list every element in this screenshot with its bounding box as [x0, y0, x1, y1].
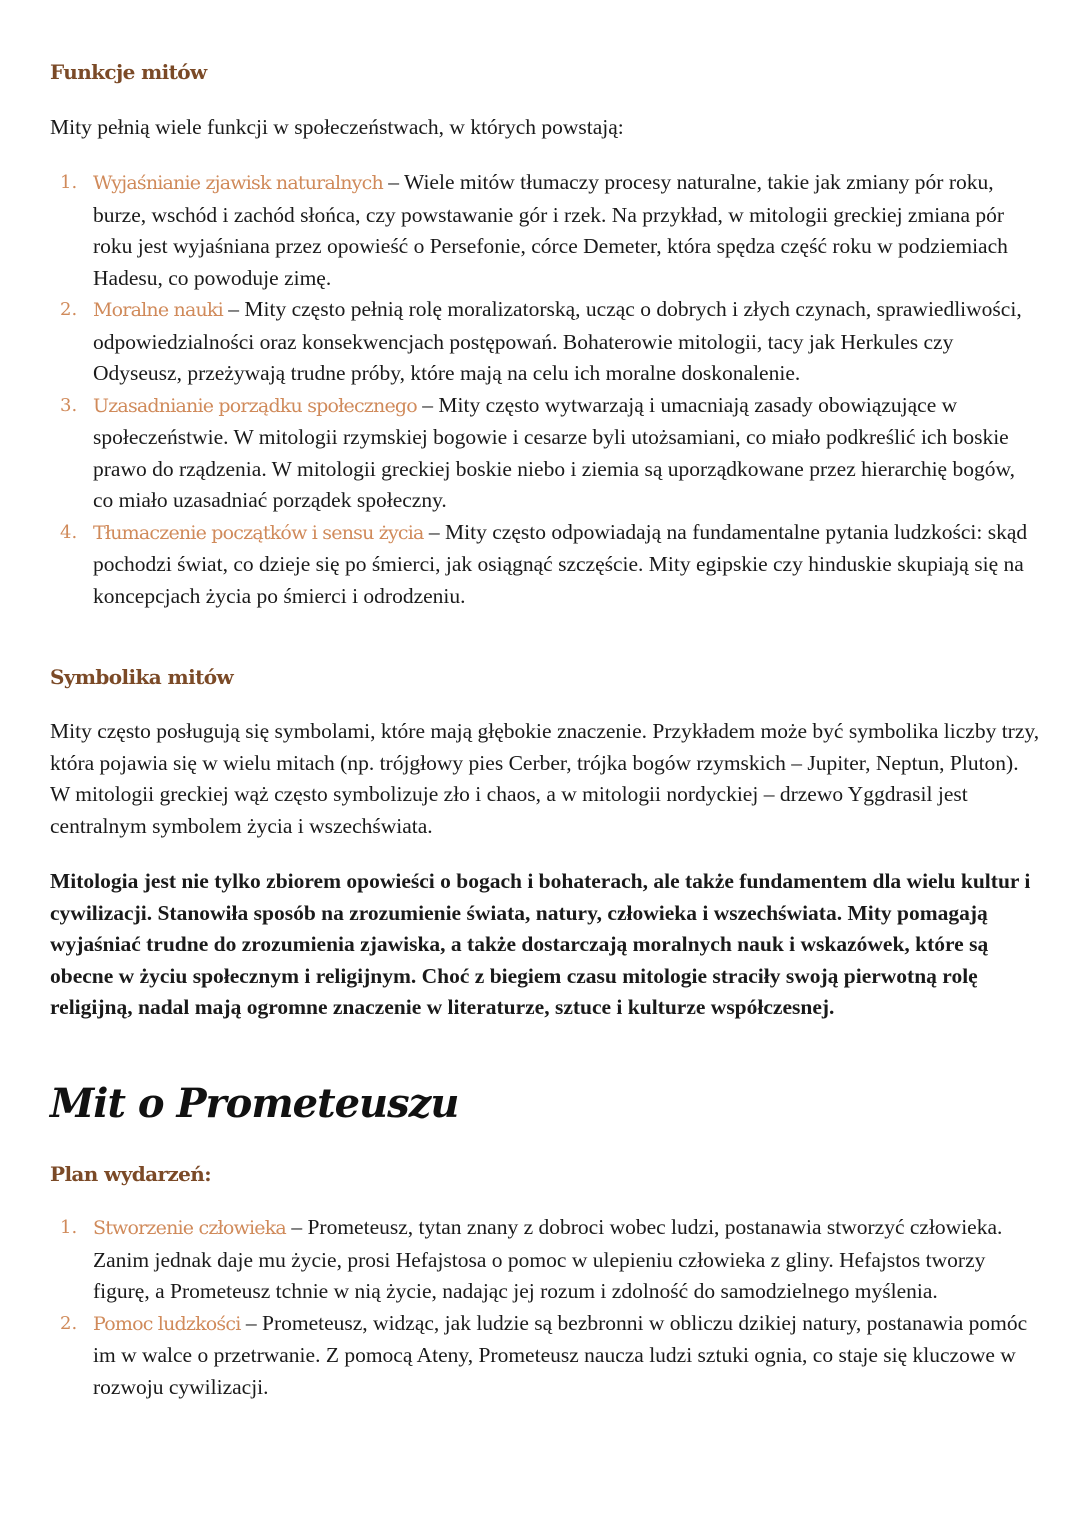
item-title: Wyjaśnianie zjawisk naturalnych — [93, 172, 383, 194]
item-text: – Mity często odpowiadają na fundamentalne pytania ludzkości: skąd pochodzi świat, co dzieje się po śmierci, jak osiągnąć szczęście. Mity egipskie czy hinduskie skupiają się na koncepcjach życia po śmierci i odrodzeniu. — [93, 519, 1028, 608]
item-number: 1. — [60, 172, 78, 193]
item-text: – Mity często pełnią rolę moralizatorską, ucząc o dobrych i złych czynach, sprawiedliwości, odpowiedzialności oraz konsekwencjach postępowań. Bohaterowie mitologii, tacy jak Herkules czy Odyseusz, przeżywają trudne próby, które mają na celu ich moralne doskonalenie. — [93, 297, 1022, 385]
item-title: Moralne nauki — [93, 299, 223, 321]
functions-list — [50, 167, 1035, 612]
plan-heading: Plan wydarzeń: — [50, 1162, 212, 1186]
item-title: Tłumaczenie początków i sensu życia — [93, 521, 424, 544]
section-heading-functions: Funkcje mitów — [50, 60, 207, 84]
list-item — [50, 1212, 1035, 1308]
item-text: – Mity często wytwarzają i umacniają zasady obowiązujące w społeczeństwie. W mitologii rzymskiej bogowie i cesarze byli utożsamiani, co miało podkreślić ich boskie prawo do rządzenia. W mitologii greckiej boskie niebo i ziemia są uporządkowane przez hierarchię bogów, co miało uzasadniać porządek społeczny. — [93, 392, 1015, 512]
symbolism-paragraph: Mity często posługują się symbolami, które mają głębokie znaczenie. Przykładem może być symbolika liczby trzy, która pojawia się w wielu mitach (np. trójgłowy pies Cerber, trójka bogów rzymskich – Jupiter, Neptun, Pluton). W mitologii greckiej wąż często symbolizuje zło i chaos, a w mitologii nordyckiej – drzewo Yggdrasil jest centralnym symbolem życia i wszechświata. — [50, 719, 1040, 838]
list-item — [50, 294, 1035, 390]
item-number: 1. — [60, 1217, 78, 1238]
item-title: Stworzenie człowieka — [93, 1217, 286, 1239]
item-text: – Prometeusz, tytan znany z dobroci wobec ludzi, postanawia stworzyć człowieka. Zanim jednak daje mu życie, prosi Hefajstosa o pomoc w ulepieniu człowieka z gliny. Hefajstos tworzy figurę, a Prometeusz tchnie w nią życie, nadając jej rozum i zdolność do samodzielnego myślenia. — [93, 1215, 1003, 1303]
list-item — [50, 390, 1035, 517]
list-item — [50, 517, 1035, 613]
summary-paragraph: Mitologia jest nie tylko zbiorem opowieści o bogach i bohaterach, ale także fundamentem dla wielu kultur i cywilizacji. Stanowiła sposób na zrozumienie świata, natury, człowieka i wszechświata. Mity pomagają wyjaśniać trudne do zrozumienia zjawiska, a także dostarczają moralnych nauk i wskazówek, które są obecne w życiu społecznym i religijnym. Choć z biegiem czasu mitologie straciły swoją pierwotną rolę religijną, nadal mają ogromne znaczenie w literaturze, sztuce i kulturze współczesnej. — [50, 869, 1031, 1019]
list-item — [50, 1308, 1035, 1404]
item-number: 2. — [60, 299, 78, 320]
list-item — [50, 167, 1035, 294]
item-title: Pomoc ludzkości — [93, 1312, 241, 1335]
item-number: 3. — [60, 394, 78, 416]
item-text: – Prometeusz, widząc, jak ludzie są bezbronni w obliczu dzikiej natury, postanawia pomóc im w walce o przetrwanie. Z pomocą Ateny, Prometeusz naucza ludzi sztuki ognia, co staje się kluczowe w rozwoju cywilizacji. — [93, 1310, 1028, 1399]
item-text: – Wiele mitów tłumaczy procesy naturalne, takie jak zmiany pór roku, burze, wschód i zachód słońca, czy powstawanie gór i rzek. Na przykład, w mitologii greckiej zmiana pór roku jest wyjaśniana przez opowieść o Persefonie, córce Demeter, która spędza część roku w podziemiach Hadesu, co powoduje zimę. — [93, 170, 1008, 290]
item-number: 4. — [60, 521, 78, 543]
functions-intro: Mity pełnią wiele funkcji w społeczeństwach, w których powstają: — [50, 115, 624, 139]
plan-list — [50, 1212, 1035, 1403]
item-title: Uzasadnianie porządku społecznego — [93, 394, 417, 417]
prometheus-title: Mit o Prometeuszu — [50, 1080, 459, 1127]
section-heading-symbolism: Symbolika mitów — [50, 665, 234, 689]
item-number: 2. — [60, 1312, 78, 1334]
